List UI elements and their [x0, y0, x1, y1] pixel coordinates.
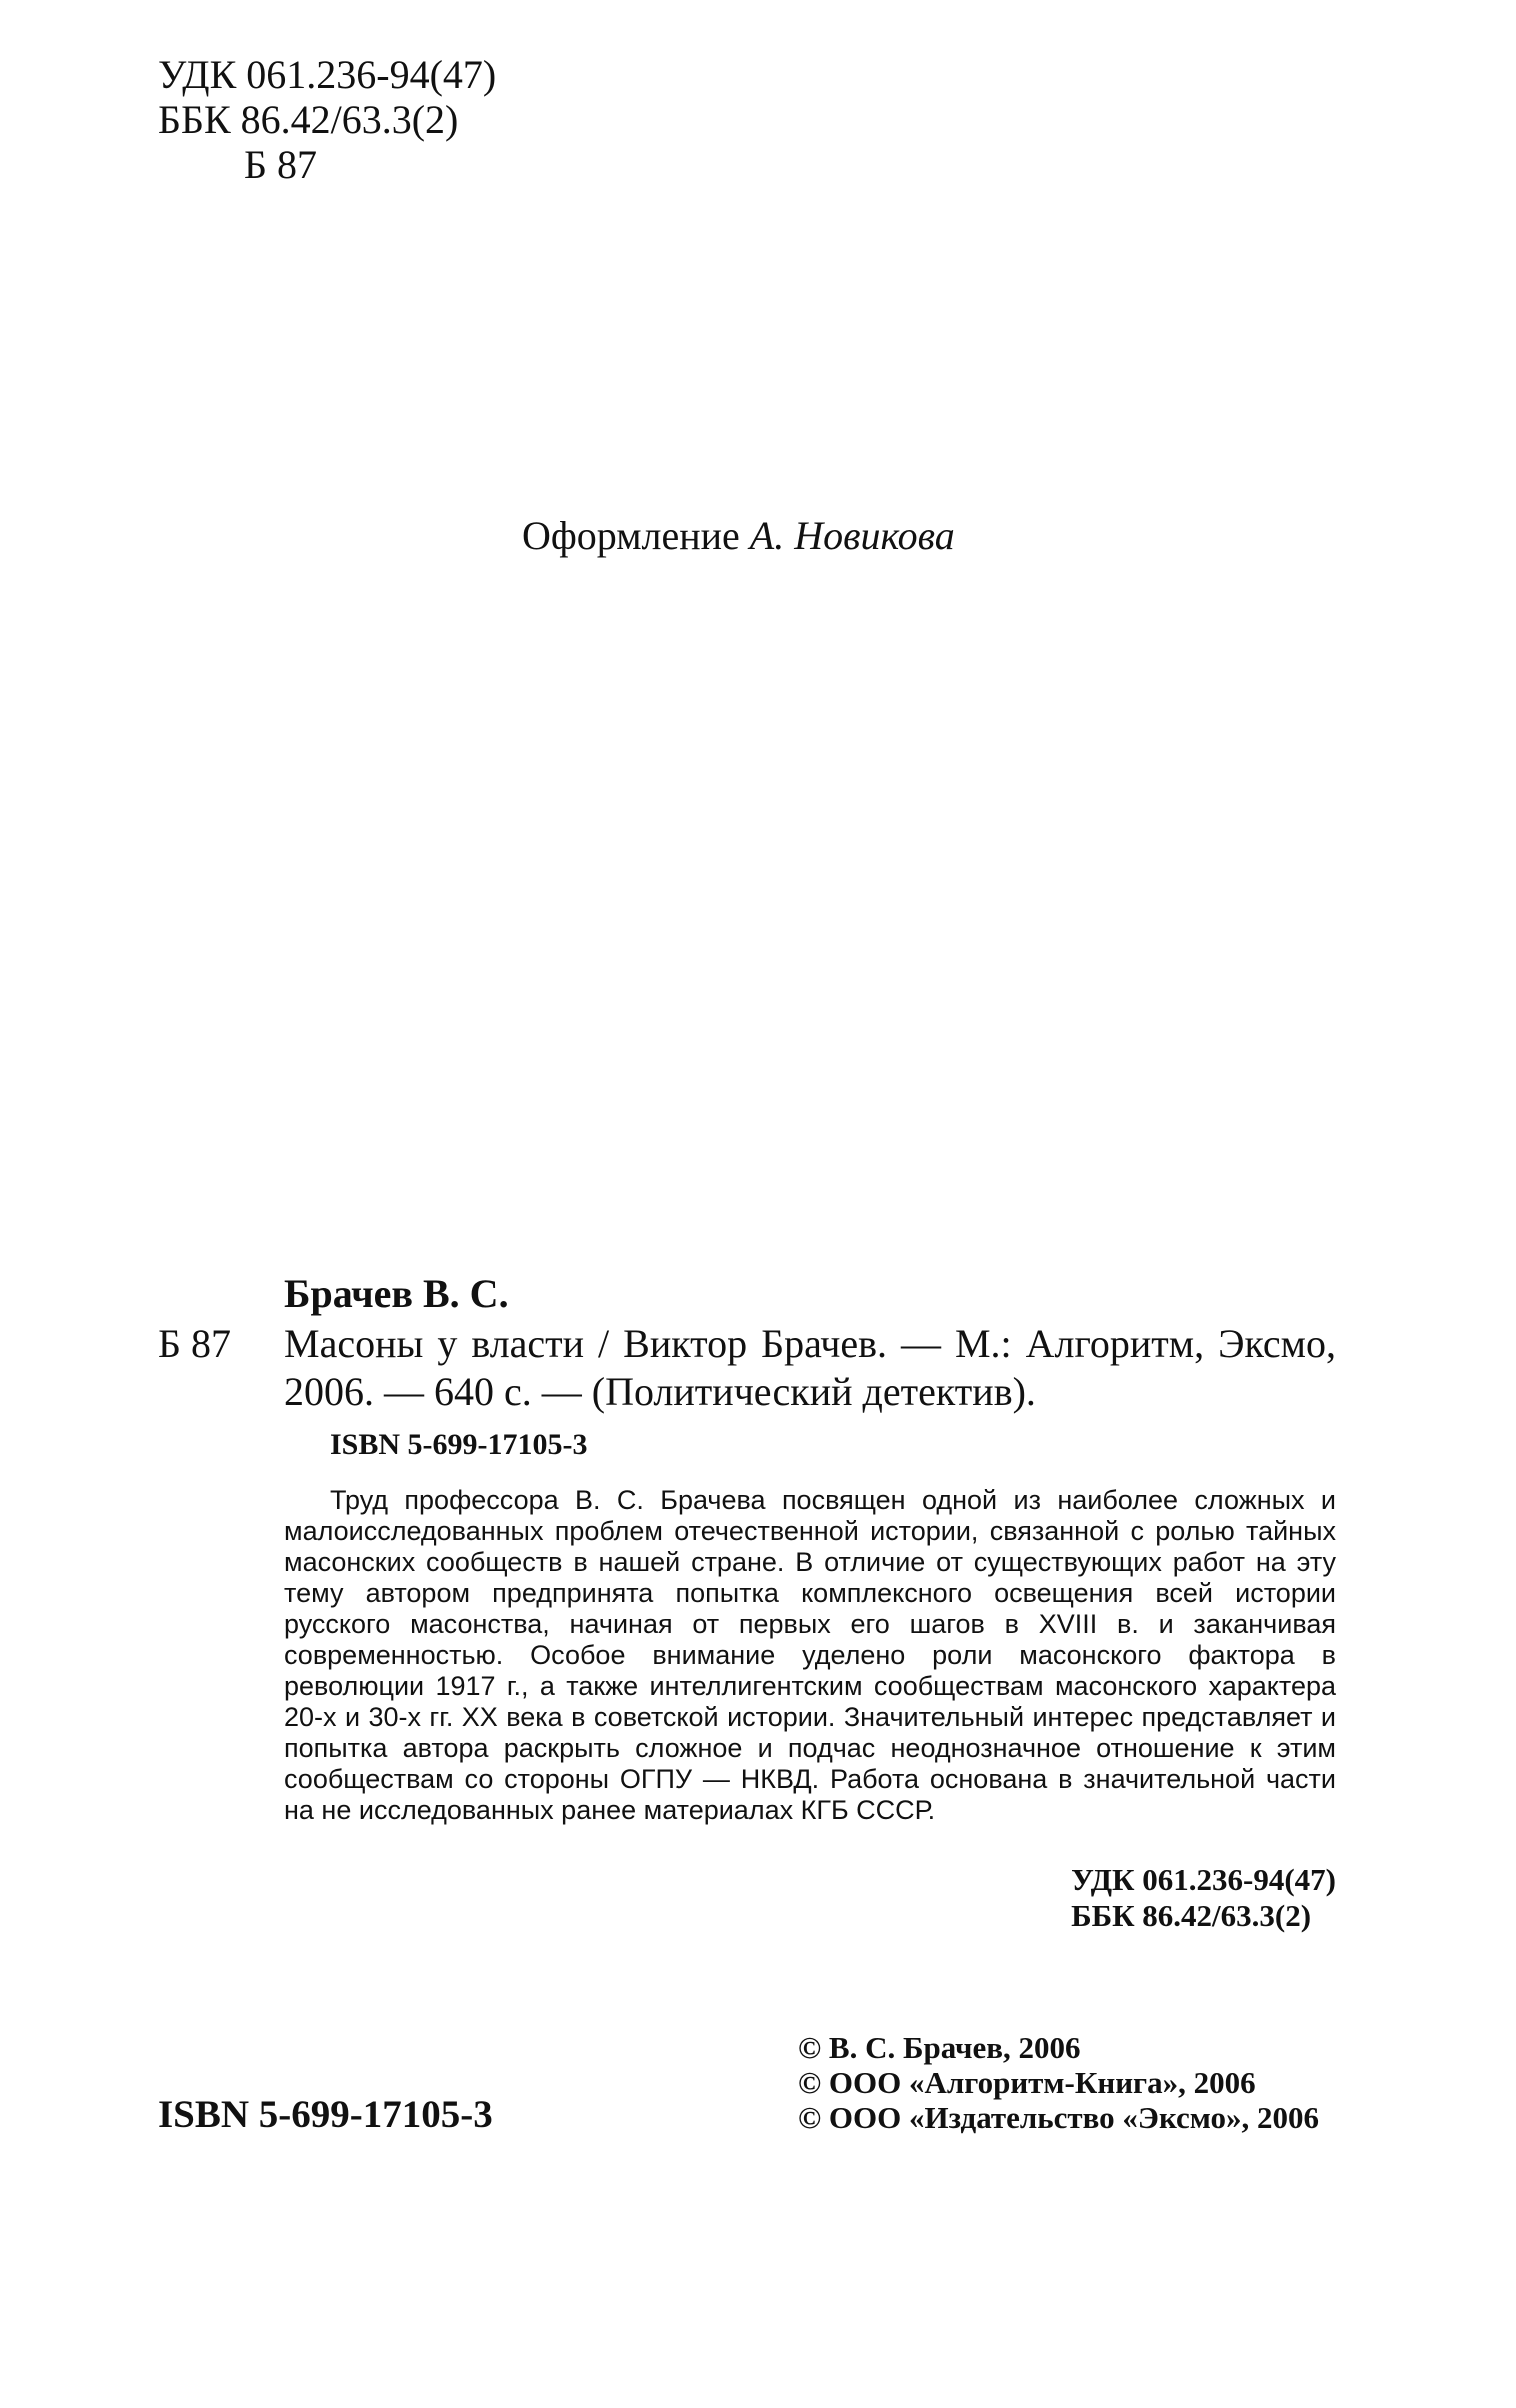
card-author: Брачев В. С. — [284, 1271, 509, 1316]
card-author-mark: Б 87 — [158, 1321, 231, 1366]
card-isbn: ISBN 5-699-17105-3 — [330, 1428, 588, 1461]
classification-codes — [158, 52, 496, 187]
copyright-block — [798, 2030, 1319, 2135]
card-udk-code: УДК 061.236-94(47) — [1071, 1862, 1336, 1897]
copyright-line: © ООО «Алгоритм-Книга», 2006 — [798, 2065, 1256, 2100]
design-credit-label: Оформление — [522, 513, 740, 558]
card-bbk-code: ББК 86.42/63.3(2) — [1071, 1898, 1312, 1933]
main-isbn: ISBN 5-699-17105-3 — [158, 2093, 493, 2136]
udk-code: УДК 061.236-94(47) — [158, 52, 497, 97]
bbk-code: ББК 86.42/63.3(2) — [158, 97, 459, 142]
copyright-line: © В. С. Брачев, 2006 — [798, 2030, 1081, 2065]
author-mark: Б 87 — [244, 142, 317, 187]
design-credit — [522, 512, 955, 560]
card-classification-codes — [1071, 1862, 1336, 1934]
design-credit-name: А. Новикова — [749, 513, 955, 558]
card-annotation: Труд профессора В. С. Брачева посвящен одной из наиболее сложных и малоисследованных проблем отечественной истории, связанной с ролью тайных масонских сообществ в нашей стране. В отличие от существующих работ на эту тему автором предпринята попытка комплексного освещения всей истории русского масонства, начиная от первых его шагов в XVIII в. и заканчивая современностью. Особое внимание уделено роли масонского фактора в революции 1917 г., а также интеллигентским сообществам масонского характера 20-х и 30-х гг. XX века в советской истории. Значительный интерес представляет и попытка автора раскрыть сложное и подчас неоднозначное отношение к этим сообществам со стороны ОГПУ — НКВД. Работа основана в значительной части на не исследованных ранее материалах КГБ СССР. — [284, 1485, 1336, 1825]
card-bibliographic-description: Масоны у власти / Виктор Брачев. — М.: Алгоритм, Эксмо, 2006. — 640 с. — (Политический детектив). — [284, 1321, 1336, 1414]
copyright-line: © ООО «Издательство «Эксмо», 2006 — [798, 2100, 1320, 2135]
